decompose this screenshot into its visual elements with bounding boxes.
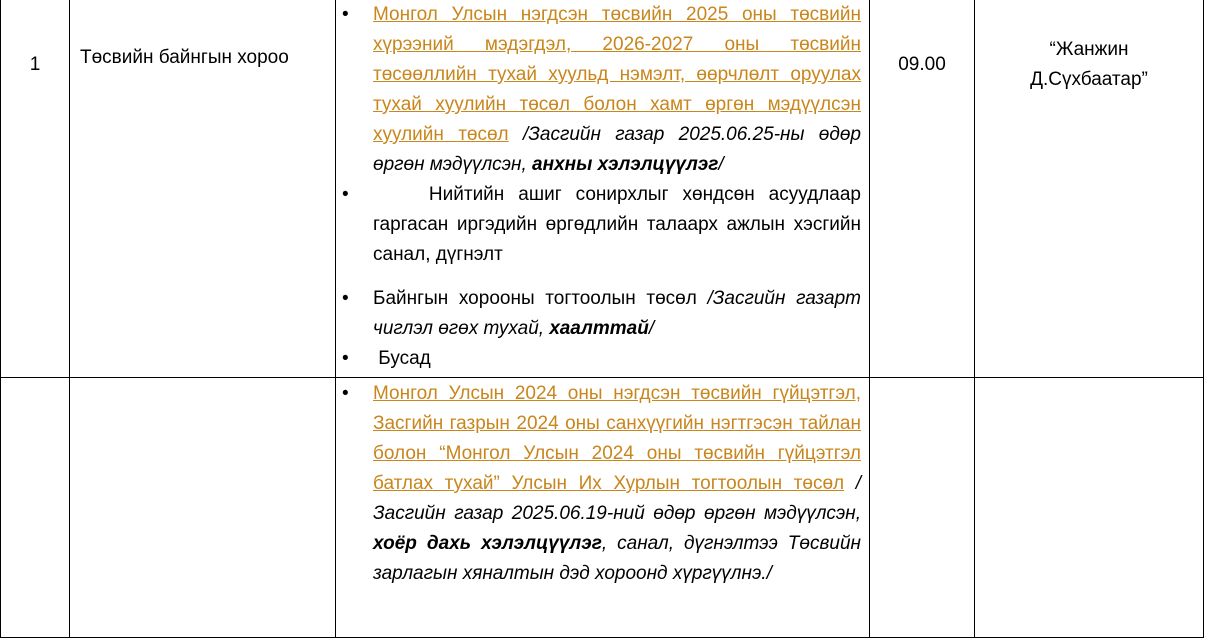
item-note-bold: хаалттай: [549, 318, 649, 339]
item-note: /Засгийн газар 2025.06.25-ны өдөр өргөн мэдүүлсэн,: [373, 124, 862, 175]
item-text: Нийтийн ашиг сонирхлыг хөндсөн асуудлаар гаргасан иргэдийн өргөдлийн талаарх ажлын хэсгийн санал, дүгнэлт: [373, 184, 867, 265]
hall-line-2: Д.Сүхбаатар”: [1030, 69, 1148, 90]
item-note: /Засгийн газарт чиглэл өгөх тухай,: [373, 288, 861, 339]
list-item: [336, 284, 861, 344]
list-item: [336, 379, 861, 589]
agenda-items-list: [336, 378, 861, 589]
table-row: [1, 378, 1204, 638]
item-note-end: /: [718, 154, 724, 175]
item-text: Бусад: [373, 348, 431, 369]
item-note-end: , санал, дүгнэлтээ Төсвийн зарлагын хяналтын дэд хороонд хүргүүлнэ./: [373, 533, 861, 584]
item-text: Байнгын хорооны тогтоолын төсөл: [373, 288, 708, 309]
time-cell: 09.00: [870, 0, 975, 378]
agenda-items-cell: [336, 0, 870, 378]
bill-link[interactable]: Монгол Улсын нэгдсэн төсвийн 2025 оны төсвийн хүрээний мэдэгдэл, 2026-2027 оны төсвийн төсөөллийн тухай хуульд нэмэлт, өөрчлөлт оруулах тухай хуулийн төсөл болон хамт өргөн мэдүүлсэн хуулийн төсөл: [373, 4, 861, 145]
agenda-items-cell: [336, 378, 870, 638]
bill-link[interactable]: Монгол Улсын 2024 оны нэгдсэн төсвийн гүйцэтгэл, Засгийн газрын 2024 оны санхүүгийн нэгтгэсэн тайлан болон “Монгол Улсын 2024 оны төсвийн гүйцэтгэл батлах тухай” Улсын Их Хурлын тогтоолын төсөл: [373, 383, 861, 494]
table-row: [1, 0, 1204, 378]
agenda-items-list: [336, 0, 867, 374]
row-number: 1: [1, 0, 70, 378]
item-note-end: /: [648, 318, 655, 339]
time-cell: [870, 378, 975, 638]
list-item: [336, 180, 867, 270]
item-note: /Засгийн газар 2025.06.19-ний өдөр өргөн мэдүүлсэн,: [373, 473, 861, 524]
row-number: [1, 378, 70, 638]
committee-name: [70, 378, 336, 638]
hall-line-1: “Жанжин: [1049, 39, 1129, 60]
list-item: [336, 344, 861, 374]
hall-cell: [975, 0, 1204, 378]
item-note-bold: хоёр дахь хэлэлцүүлэг: [373, 533, 602, 554]
hall-cell: [975, 378, 1204, 638]
list-item: [336, 0, 861, 180]
committee-name: Төсвийн байнгын хороо: [70, 0, 336, 378]
item-note-bold: анхны хэлэлцүүлэг: [532, 154, 719, 175]
